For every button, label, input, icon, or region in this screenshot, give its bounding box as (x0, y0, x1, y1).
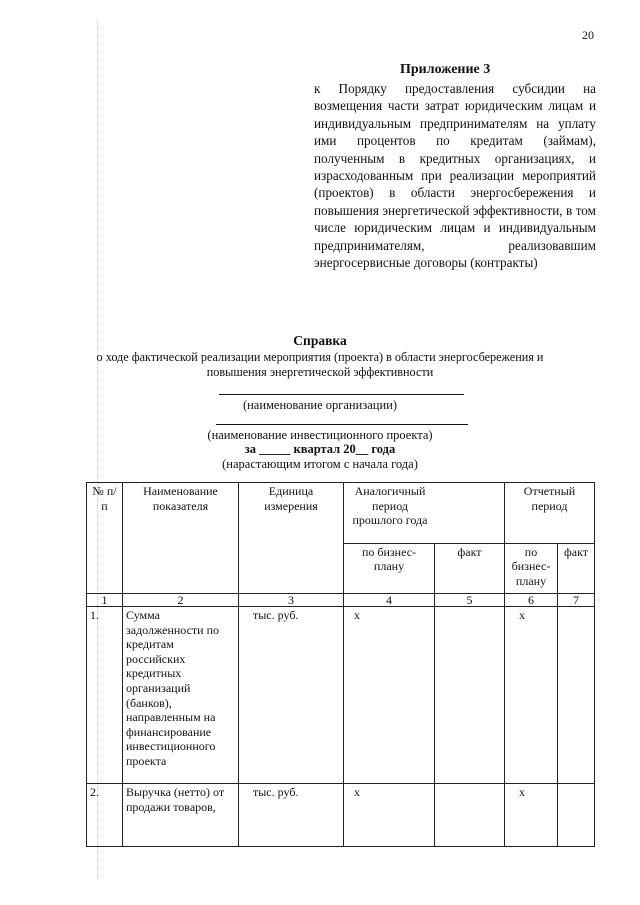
row-indicator: Выручка (нетто) от продажи товаров, (123, 784, 239, 847)
table-header-row (87, 483, 595, 544)
reference-subtitle: о ходе фактической реализации мероприятия (проекта) в области энергосбережения и повышения энергетической эффективности (96, 350, 544, 379)
cumulative-note: (нарастающим итогом с начала года) (222, 457, 418, 471)
quarter-line: за _____ квартал 20__ года (244, 442, 396, 456)
row-prev-fact (435, 607, 505, 784)
header-report-period: Отчетный период (505, 483, 595, 544)
column-number: 7 (558, 594, 595, 607)
row-report-fact (558, 607, 595, 784)
subheader-prev-plan (344, 543, 435, 593)
column-number: 2 (123, 594, 239, 607)
project-name-caption: (наименование инвестиционного проекта) (207, 428, 433, 442)
table-row (87, 607, 595, 784)
subheader-report-fact: факт (558, 543, 595, 593)
header-num: № п/п (87, 483, 123, 594)
reference-title: Справка (293, 333, 347, 348)
column-number: 1 (87, 594, 123, 607)
row-report-plan: х (505, 607, 558, 784)
row-unit: тыс. руб. (239, 784, 344, 847)
row-unit: тыс. руб. (239, 607, 344, 784)
row-report-fact (558, 784, 595, 847)
row-num: 1. (87, 607, 123, 784)
row-prev-plan: х (344, 607, 435, 784)
row-indicator: Сумма задолженности по кредитам российских кредитных организаций (банков), направленным на финансирование инвестиционного проекта (123, 607, 239, 784)
subheader-report-plan (505, 543, 558, 593)
project-name-line (216, 424, 468, 425)
subheader-report-plan-label: по бизнес-плану (511, 544, 551, 588)
header-prev-period-label: Аналогичный период прошлого года (352, 484, 428, 528)
subheader-prev-plan-label: по бизнес-плану (361, 544, 417, 574)
header-unit: Единица измерения (239, 483, 344, 594)
page-number: 20 (582, 28, 594, 42)
row-prev-plan: х (344, 784, 435, 847)
org-name-line (219, 394, 464, 395)
column-number: 6 (505, 594, 558, 607)
table-row (87, 784, 595, 847)
column-number: 4 (344, 594, 435, 607)
appendix-title: Приложение 3 (400, 62, 491, 77)
row-num: 2. (87, 784, 123, 847)
indicators-table (86, 482, 595, 847)
row-prev-fact (435, 784, 505, 847)
header-indicator: Наименование показателя (123, 483, 239, 594)
subheader-prev-fact: факт (435, 543, 505, 593)
column-number: 5 (435, 594, 505, 607)
header-prev-period (344, 483, 505, 544)
row-report-plan: х (505, 784, 558, 847)
column-numbers-row (87, 594, 595, 607)
org-name-caption: (наименование организации) (242, 398, 398, 412)
column-number: 3 (239, 594, 344, 607)
appendix-body: к Порядку предоставления субсидии на возмещения части затрат юридическим лицам и индивидуальным предпринимателям на уплату ими процентов по кредитам (займам), полученным в кредитных организациях, и израсходованным при реализации мероприятий (проектов) в области энергосбережения и повышения энергетической эффективности, в том числе юридическим лицам и индивидуальным предпринимателям, реализовавшим энергосервисные договоры (контракты) (314, 81, 596, 271)
